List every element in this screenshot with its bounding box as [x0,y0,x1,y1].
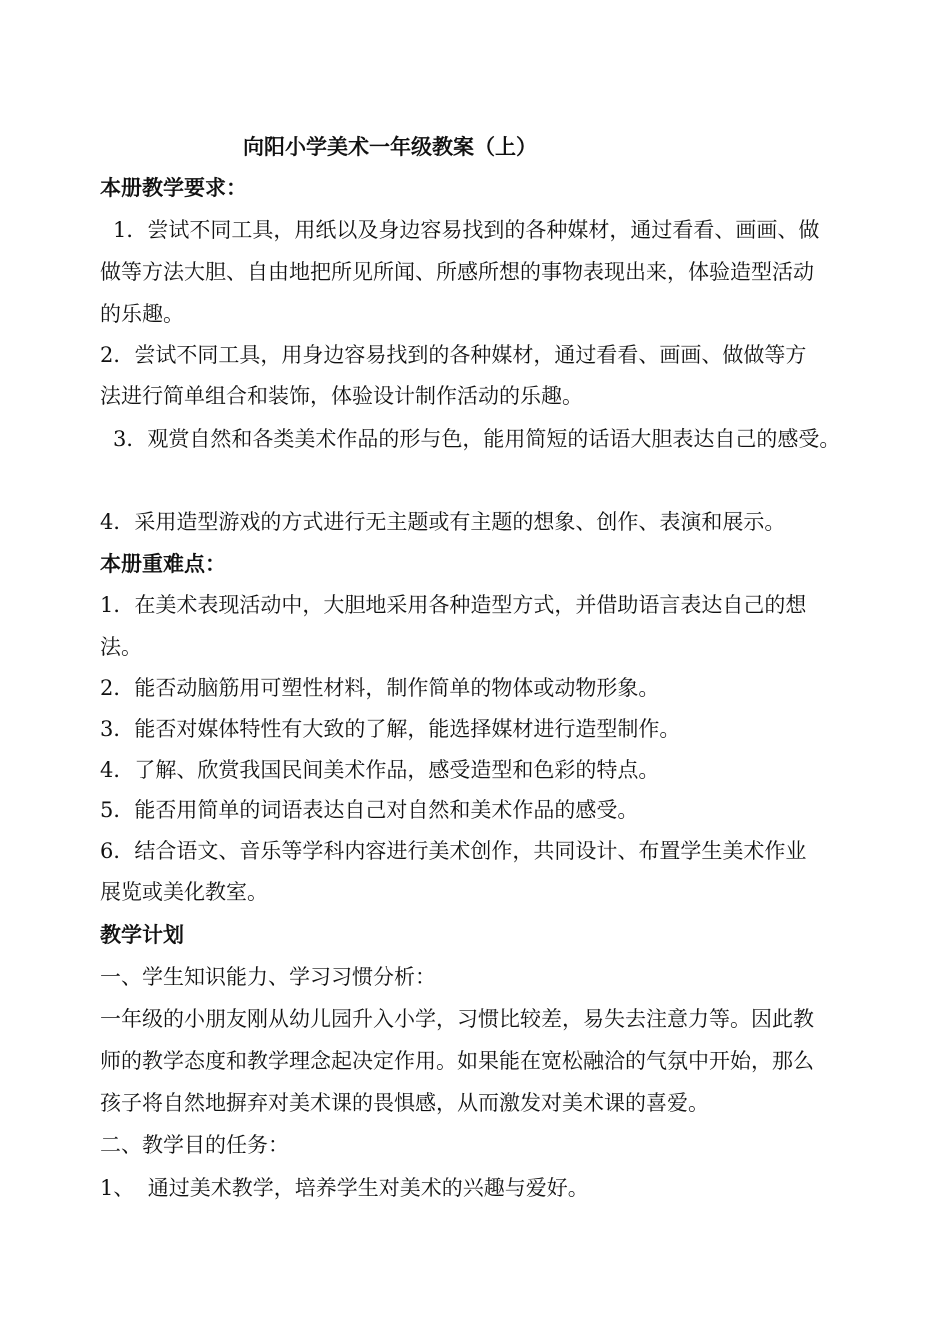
plan-heading: 教学计划 [100,923,184,947]
difficulty-1-line-2: 法。 [100,635,142,659]
requirement-4: 4．采用造型游戏的方式进行无主题或有主题的想象、创作、表演和展示。 [100,510,786,534]
requirement-2-line-2: 法进行简单组合和装饰，体验设计制作活动的乐趣。 [100,384,583,408]
difficulty-4: 4．了解、欣赏我国民间美术作品，感受造型和色彩的特点。 [100,758,660,782]
plan-section-1-line-3: 孩子将自然地摒弃对美术课的畏惧感，从而激发对美术课的喜爱。 [100,1091,709,1115]
difficulty-6-line-1: 6．结合语文、音乐等学科内容进行美术创作，共同设计、布置学生美术作业 [100,839,807,863]
difficulty-5: 5．能否用简单的词语表达自己对自然和美术作品的感受。 [100,798,639,822]
difficulty-3: 3．能否对媒体特性有大致的了解，能选择媒材进行造型制作。 [100,717,681,741]
requirement-3: 3．观赏自然和各类美术作品的形与色，能用简短的话语大胆表达自己的感受。 [113,427,841,451]
plan-section-1-line-2: 师的教学态度和教学理念起决定作用。如果能在宽松融洽的气氛中开始，那么 [100,1049,814,1073]
plan-section-2-item-1: 1、 通过美术教学，培养学生对美术的兴趣与爱好。 [100,1176,589,1200]
requirement-1-line-1: 1．尝试不同工具，用纸以及身边容易找到的各种媒材，通过看看、画画、做 [113,218,820,242]
requirement-1-line-3: 的乐趣。 [100,302,184,326]
plan-section-2-heading: 二、教学目的任务： [100,1133,289,1157]
requirements-heading: 本册教学要求： [100,176,247,200]
plan-section-1-heading: 一、学生知识能力、学习习惯分析： [100,965,436,989]
difficulties-heading: 本册重难点： [100,552,226,576]
difficulty-1-line-1: 1．在美术表现活动中，大胆地采用各种造型方式，并借助语言表达自己的想 [100,593,807,617]
requirement-1-line-2: 做等方法大胆、自由地把所见所闻、所感所想的事物表现出来，体验造型活动 [100,260,814,284]
plan-section-1-line-1: 一年级的小朋友刚从幼儿园升入小学，习惯比较差，易失去注意力等。因此教 [100,1007,814,1031]
difficulty-6-line-2: 展览或美化教室。 [100,880,268,904]
difficulty-2: 2．能否动脑筋用可塑性材料，制作简单的物体或动物形象。 [100,676,660,700]
document-title: 向阳小学美术一年级教案（上） [243,135,537,159]
requirement-2-line-1: 2．尝试不同工具，用身边容易找到的各种媒材，通过看看、画画、做做等方 [100,343,807,367]
